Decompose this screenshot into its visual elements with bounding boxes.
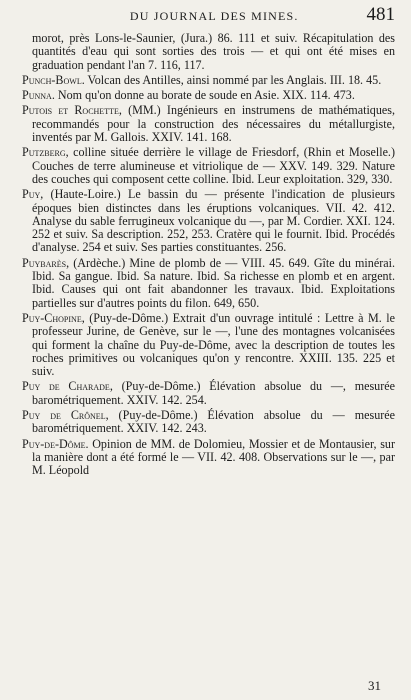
page-header [22,4,395,34]
index-entry [22,188,395,254]
index-entry [22,312,395,378]
entry-text: Volcan des Antilles, ainsi nommé par les Anglais. III. 18. 45. [84,72,382,87]
index-entry [22,89,395,102]
index-entry [22,409,395,436]
entry-text: morot, près Lons-le-Saunier, (Jura.) 86. 111 et suiv. Récapitulation des quantités d'eau qui sont sorties des trois — et qui ont été mises en graduation pendant l'an 7. 116, 117. [32,31,395,72]
entry-head: Putzberg, [22,145,69,160]
entry-text: Opinion de MM. de Dolomieu, Mossier et de Montausier, sur la manière dont a été formé le — VII. 42. 408. Observations sur le —, par M. Léopold [32,436,395,478]
index-entry [22,74,395,87]
entry-head: Puy-de-Dôme. [22,436,89,451]
index-entry [22,438,395,478]
entry-head: Puy de Charade, [22,379,113,394]
page-number: 481 [366,4,395,25]
entry-head: Punna. [22,88,55,103]
index-entry [22,104,395,144]
entry-text: (Ardèche.) Mine de plomb de — VIII. 45. 649. Gîte du minérai. Ibid. Sa gangue. Ibid. Sa nature. Ibid. Sa richesse en plomb et en argent. Ibid. Causes qui ont fait abandonner les travaux. Ibid. Exploitations partielles sur d'autres points du filon. 649, 650. [32,255,395,310]
entry-text: (Puy-de-Dôme.) Élévation absolue du —, mesurée barométriquement. XXIV. 142. 254. [32,379,395,407]
index-entry [22,257,395,310]
entry-text: (Puy-de-Dôme.) Extrait d'un ouvrage intitulé : Lettre à M. le professeur Jurine, de Genève, sur le —, l'une des montagnes volcanisées qui forment la chaîne du Puy-de-Dôme, avec la description de toutes les roches primitives ou volcaniques qu'on y rencontre. XXIII. 135. 225 et suiv. [32,310,395,379]
entry-text: colline située derrière le village de Friesdorf, (Rhin et Moselle.) Couches de terre alumineuse et vitriolique de — XXV. 149. 329. Nature des couches qui composent cette colline. Ibid. Leur exploitation. 329, 330. [32,145,395,186]
index-entry-continuation [22,32,395,72]
running-head: DU JOURNAL DES MINES. [129,9,299,23]
entry-head: Puy, [22,187,44,202]
entry-head: Puy de Crônel, [22,408,109,423]
entry-text: (Haute-Loire.) Le bassin du — présente l'indication de plusieurs époques bien distinctes dans les éruptions volcaniques. VII. 42. 412. Analyse du sable ferrugineux volcanique du —, par M. Cordier. XXI. 124. 252 et suiv. Sa description. 252, 253. Cratère qui le fournit. Ibid. Procédés d'analyse. 254 et suiv. Ses parties constituantes. 256. [32,187,395,255]
entry-head: Punch-Bowl. [22,72,85,87]
entry-head: Putois et Rochette, [22,103,122,118]
index-entry [22,380,395,407]
entry-text: (Puy-de-Dôme.) Élévation absolue du — mesurée barométriquement. XXIV. 142. 243. [32,408,396,436]
signature-mark: 31 [368,678,381,693]
entry-head: Puybarès, [22,255,70,270]
index-entry [22,146,395,186]
index-entries [22,32,395,478]
entry-head: Puy-Chopine, [22,310,85,325]
entry-text: (MM.) Ingénieurs en instrumens de mathématiques, recommandés pour la construction des nécessaires du métallurgiste, inventés par M. Gallois. XXIV. 141. 168. [32,103,395,145]
entry-text: Nom qu'on donne au borate de soude en Asie. XIX. 114. 473. [54,88,355,103]
